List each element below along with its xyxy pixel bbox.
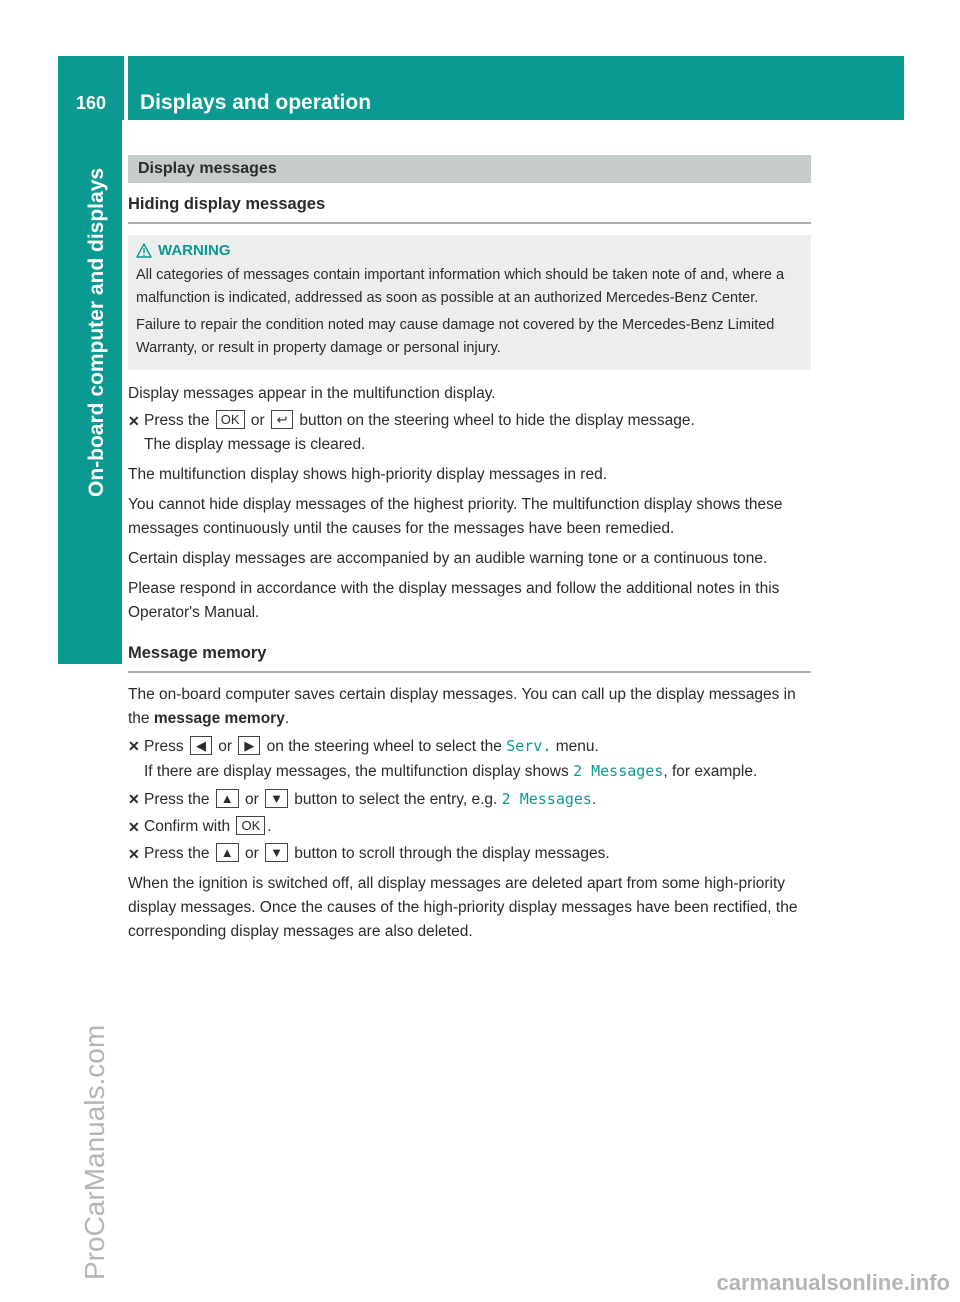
memory-outro: When the ignition is switched off, all display messages are deleted apart from some high-priority display messages. Once the causes of the high-priority display messages have been rectified, the corresponding display messages are also deleted. bbox=[128, 875, 798, 940]
step-text: menu. bbox=[555, 738, 599, 755]
step-arrow-icon: ✕ bbox=[128, 846, 140, 862]
step-text: Press the bbox=[144, 845, 210, 862]
step-text: or bbox=[250, 412, 265, 429]
ok-key-icon: OK bbox=[216, 410, 245, 429]
subsection-title: Hiding display messages bbox=[128, 192, 811, 224]
memory-step-4 bbox=[128, 842, 811, 866]
step-result: The display message is cleared. bbox=[144, 436, 366, 453]
warning-label: WARNING bbox=[158, 242, 231, 259]
intro-bold-text: message memory bbox=[153, 710, 285, 727]
down-key-icon: ▼ bbox=[265, 789, 288, 808]
down-key-icon: ▼ bbox=[265, 843, 288, 862]
intro-text: The on-board computer saves certain display messages. You can call up the display messages in the bbox=[128, 686, 796, 727]
hiding-intro: Display messages appear in the multifunction display. bbox=[128, 385, 496, 402]
warning-box bbox=[128, 235, 811, 370]
intro-text: . bbox=[284, 710, 290, 727]
memory-intro bbox=[128, 683, 811, 731]
warning-text-1: All categories of messages contain important information which should be taken note of and, where a malfunction is indicated, addressed as soon as possible at an authorized Mercedes-Benz Center. bbox=[136, 267, 785, 306]
page-content bbox=[128, 155, 811, 944]
bottom-watermark: carmanualsonline.info bbox=[716, 1270, 950, 1295]
left-key-icon: ◀ bbox=[190, 736, 212, 755]
up-key-icon: ▲ bbox=[216, 789, 239, 808]
step-text: or bbox=[244, 845, 259, 862]
hiding-paragraph-2: You cannot hide display messages of the highest priority. The multifunction display shows these messages continuously until the causes for the messages have been remedied. bbox=[128, 496, 783, 537]
step-text: . bbox=[591, 791, 597, 808]
memory-title: Message memory bbox=[128, 641, 811, 673]
warning-text-2: Failure to repair the condition noted may cause damage not covered by the Mercedes-Benz Limited Warranty, or result in property damage or personal injury. bbox=[136, 317, 775, 356]
warning-heading bbox=[136, 239, 803, 262]
right-key-icon: ▶ bbox=[238, 736, 260, 755]
step-text: on the steering wheel to select the bbox=[266, 738, 502, 755]
back-key-icon: ↩ bbox=[271, 410, 293, 429]
warning-triangle-icon bbox=[136, 243, 152, 258]
ok-key-icon: OK bbox=[236, 816, 265, 835]
section-title: Display messages bbox=[128, 155, 811, 183]
messages-display-text: 2 Messages bbox=[573, 762, 664, 780]
step-text: Confirm with bbox=[144, 818, 231, 835]
step-text: , for example. bbox=[663, 763, 758, 780]
step-text: button on the steering wheel to hide the display message. bbox=[299, 412, 695, 429]
chapter-title: Displays and operation bbox=[140, 91, 372, 114]
up-key-icon: ▲ bbox=[216, 843, 239, 862]
step-text: Press bbox=[144, 738, 184, 755]
header-divider bbox=[124, 56, 128, 120]
hiding-step-1 bbox=[128, 409, 811, 457]
step-text: Press the bbox=[144, 791, 210, 808]
messages-display-text: 2 Messages bbox=[501, 790, 592, 808]
step-result bbox=[144, 759, 811, 784]
side-chapter-title: On-board computer and displays bbox=[85, 168, 108, 498]
step-arrow-icon: ✕ bbox=[128, 791, 140, 807]
page-number: 160 bbox=[75, 93, 107, 113]
step-text: Press the bbox=[144, 412, 210, 429]
step-arrow-icon: ✕ bbox=[128, 738, 140, 754]
step-text: . bbox=[267, 818, 272, 835]
hiding-paragraph-4: Please respond in accordance with the display messages and follow the additional notes in this Operator's Manual. bbox=[128, 580, 780, 621]
step-text: button to select the entry, e.g. bbox=[294, 791, 498, 808]
step-text: or bbox=[244, 791, 259, 808]
step-arrow-icon: ✕ bbox=[128, 413, 140, 429]
memory-step-2 bbox=[128, 787, 811, 812]
serv-menu-text: Serv. bbox=[506, 737, 552, 755]
hiding-paragraph-1: The multifunction display shows high-priority display messages in red. bbox=[128, 466, 607, 483]
memory-step-3 bbox=[128, 815, 811, 839]
step-arrow-icon: ✕ bbox=[128, 819, 140, 835]
hiding-paragraph-3: Certain display messages are accompanied by an audible warning tone or a continuous tone. bbox=[128, 550, 768, 567]
step-text: If there are display messages, the multifunction display shows bbox=[144, 763, 569, 780]
side-watermark: ProCarManuals.com bbox=[79, 1024, 110, 1280]
memory-step-1 bbox=[128, 734, 811, 784]
step-text: or bbox=[218, 738, 233, 755]
step-text: button to scroll through the display messages. bbox=[294, 845, 610, 862]
